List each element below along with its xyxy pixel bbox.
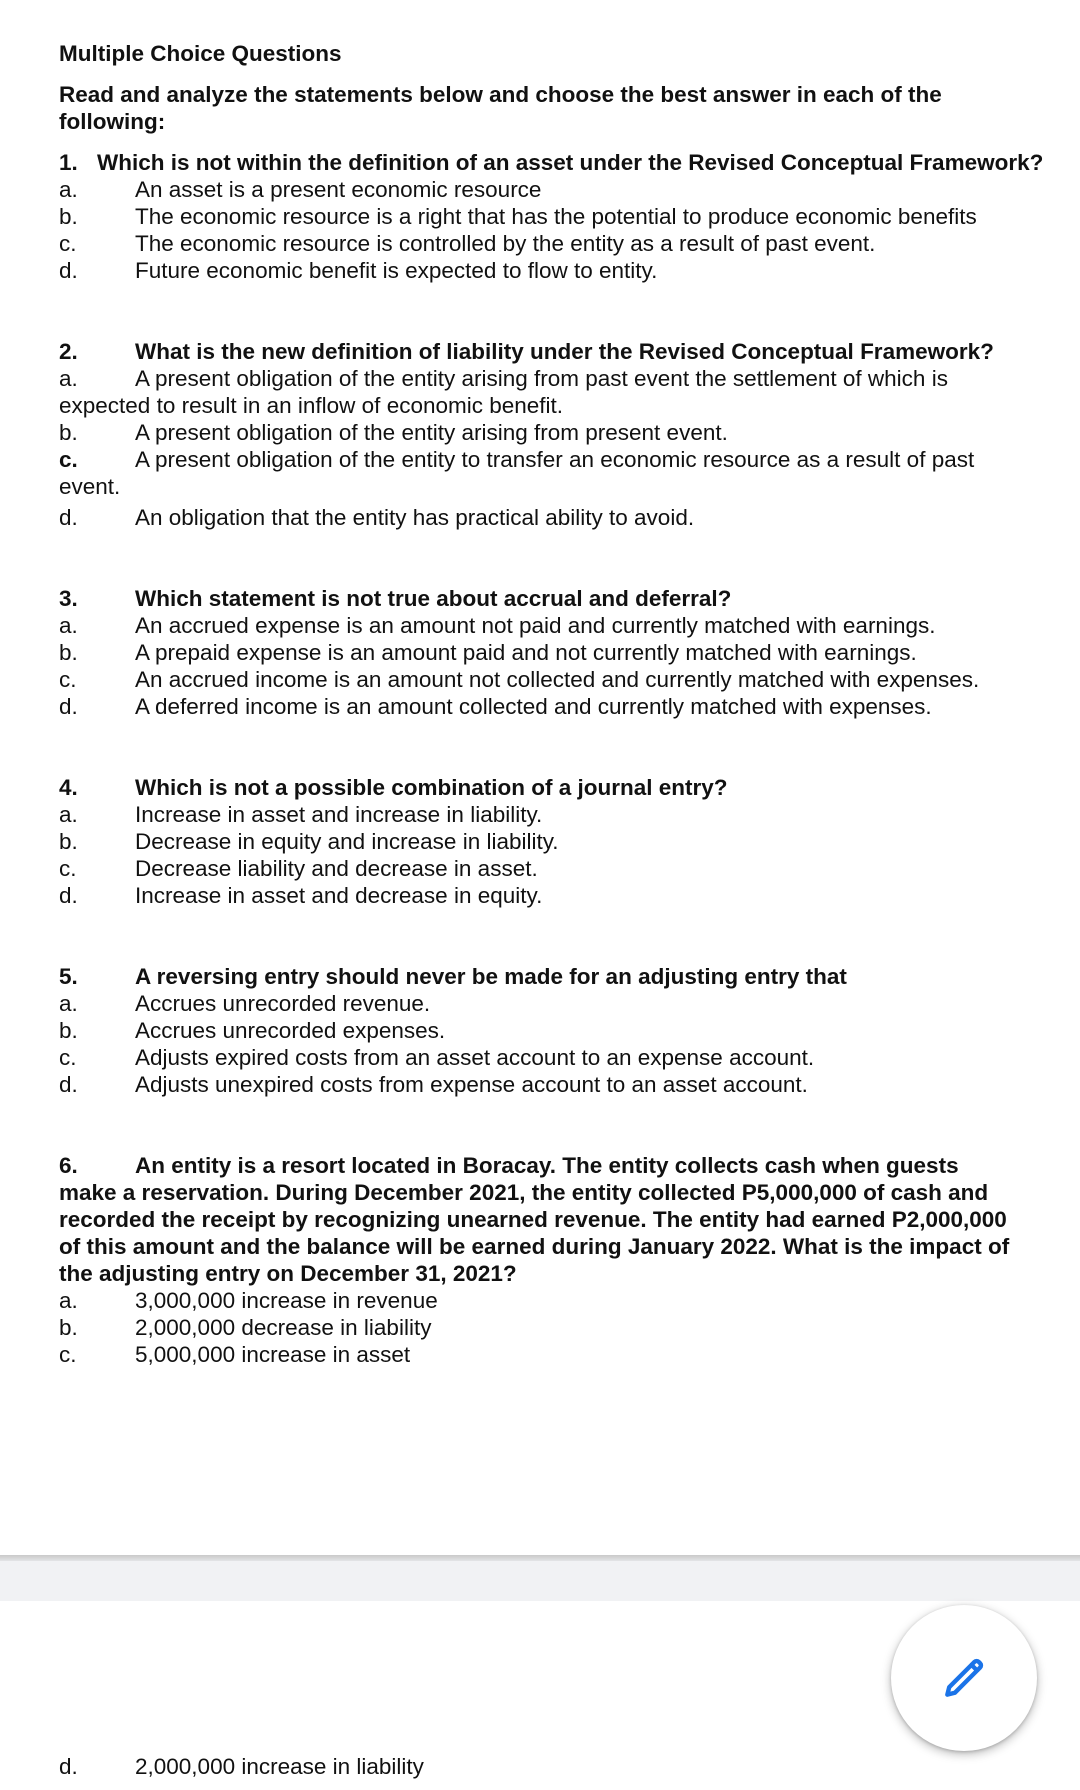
option-label: b. bbox=[59, 420, 78, 445]
option-label: c. bbox=[59, 1045, 77, 1070]
question-text: What is the new definition of liability under the Revised Conceptual Framework? bbox=[135, 339, 994, 364]
question-6-stem bbox=[59, 1152, 1044, 1287]
option-text: Adjusts unexpired costs from expense account to an asset account. bbox=[135, 1072, 808, 1097]
option-label: b. bbox=[59, 1315, 78, 1340]
spacer bbox=[59, 720, 1044, 774]
question-2-stem bbox=[59, 338, 1044, 365]
option-label: a. bbox=[59, 613, 78, 638]
option-label: a. bbox=[59, 366, 78, 391]
option-d bbox=[59, 504, 1044, 531]
option-text: An obligation that the entity has practical ability to avoid. bbox=[135, 505, 695, 530]
option-d bbox=[59, 1071, 1044, 1098]
option-label: b. bbox=[59, 829, 78, 854]
option-text: 3,000,000 increase in revenue bbox=[135, 1288, 438, 1313]
option-label: a. bbox=[59, 802, 78, 827]
option-d bbox=[59, 257, 1044, 284]
option-text: The economic resource is a right that has the potential to produce economic benefits bbox=[135, 204, 977, 229]
option-text: An accrued income is an amount not collected and currently matched with expenses. bbox=[135, 667, 980, 692]
option-text: Accrues unrecorded expenses. bbox=[135, 1018, 446, 1043]
option-d bbox=[59, 1753, 424, 1780]
option-d bbox=[59, 693, 1044, 720]
option-a bbox=[59, 1287, 1044, 1314]
question-5-stem bbox=[59, 963, 1044, 990]
pencil-icon bbox=[939, 1653, 989, 1703]
option-text: A present obligation of the entity to transfer an economic resource as a result of past bbox=[135, 447, 975, 472]
option-a bbox=[59, 990, 1044, 1017]
question-6-line-5: the adjusting entry on December 31, 2021? bbox=[59, 1261, 517, 1286]
option-text: Accrues unrecorded revenue. bbox=[135, 991, 431, 1016]
option-label: d. bbox=[59, 694, 78, 719]
option-b bbox=[59, 828, 1044, 855]
option-text: Increase in asset and increase in liability. bbox=[135, 802, 543, 827]
question-text: A reversing entry should never be made for an adjusting entry that bbox=[135, 964, 847, 989]
question-4-stem bbox=[59, 774, 1044, 801]
option-text: Adjusts expired costs from an asset account to an expense account. bbox=[135, 1045, 815, 1070]
option-a-continuation: expected to result in an inflow of economic benefit. bbox=[59, 393, 564, 418]
option-text: The economic resource is controlled by the entity as a result of past event. bbox=[135, 231, 876, 256]
option-c-continuation: event. bbox=[59, 474, 121, 499]
option-label: d. bbox=[59, 1754, 78, 1779]
question-number: 4. bbox=[59, 775, 78, 800]
option-text: Future economic benefit is expected to flow to entity. bbox=[135, 258, 658, 283]
option-text: 2,000,000 decrease in liability bbox=[135, 1315, 432, 1340]
option-label: a. bbox=[59, 991, 78, 1016]
spacer bbox=[59, 909, 1044, 963]
option-text: An asset is a present economic resource bbox=[135, 177, 542, 202]
option-b bbox=[59, 203, 1044, 230]
option-label: c. bbox=[59, 667, 77, 692]
question-4 bbox=[59, 774, 1044, 909]
option-c bbox=[59, 446, 1044, 473]
question-1-stem bbox=[59, 149, 1044, 176]
option-text: A present obligation of the entity arising from present event. bbox=[135, 420, 728, 445]
option-c bbox=[59, 1044, 1044, 1071]
question-2 bbox=[59, 338, 1044, 531]
option-label: a. bbox=[59, 177, 78, 202]
option-label: d. bbox=[59, 883, 78, 908]
option-label: d. bbox=[59, 258, 78, 283]
option-text: Decrease liability and decrease in asset. bbox=[135, 856, 538, 881]
option-b bbox=[59, 419, 1044, 446]
question-3-stem bbox=[59, 585, 1044, 612]
question-6 bbox=[59, 1152, 1044, 1368]
question-6-line-1 bbox=[59, 1152, 1044, 1179]
option-a bbox=[59, 801, 1044, 828]
option-b bbox=[59, 639, 1044, 666]
option-label: d. bbox=[59, 1072, 78, 1097]
option-label: c. bbox=[59, 856, 77, 881]
spacer bbox=[59, 531, 1044, 585]
question-number: 3. bbox=[59, 586, 78, 611]
option-label: c. bbox=[59, 231, 77, 256]
question-6-line-4: of this amount and the balance will be earned during January 2022. What is the impact of bbox=[59, 1234, 1010, 1259]
question-6-line-2: make a reservation. During December 2021, the entity collected P5,000,000 of cash and bbox=[59, 1180, 989, 1205]
option-c bbox=[59, 230, 1044, 257]
question-text: Which is not a possible combination of a journal entry? bbox=[135, 775, 728, 800]
option-text: An accrued expense is an amount not paid and currently matched with earnings. bbox=[135, 613, 936, 638]
option-text: Increase in asset and decrease in equity. bbox=[135, 883, 543, 908]
question-5 bbox=[59, 963, 1044, 1098]
option-label: b. bbox=[59, 640, 78, 665]
option-c bbox=[59, 666, 1044, 693]
option-label: b. bbox=[59, 204, 78, 229]
spacer bbox=[59, 1098, 1044, 1152]
question-number: 6. bbox=[59, 1153, 78, 1178]
document-content bbox=[59, 40, 1044, 1368]
question-text: Which statement is not true about accrual and deferral? bbox=[135, 586, 732, 611]
option-label: a. bbox=[59, 1288, 78, 1313]
option-c bbox=[59, 855, 1044, 882]
option-text: A prepaid expense is an amount paid and not currently matched with earnings. bbox=[135, 640, 917, 665]
option-label: b. bbox=[59, 1018, 78, 1043]
edit-fab-button[interactable] bbox=[891, 1605, 1037, 1751]
option-a bbox=[59, 365, 1044, 392]
option-a bbox=[59, 612, 1044, 639]
option-text: 2,000,000 increase in liability bbox=[135, 1754, 424, 1779]
option-label: d. bbox=[59, 505, 78, 530]
option-b bbox=[59, 1017, 1044, 1044]
option-text: A present obligation of the entity arising from past event the settlement of which is bbox=[135, 366, 948, 391]
option-label: c. bbox=[59, 447, 78, 472]
option-c bbox=[59, 1341, 1044, 1368]
instructions: Read and analyze the statements below and choose the best answer in each of the following: bbox=[59, 82, 942, 134]
question-number: 5. bbox=[59, 964, 78, 989]
question-number: 1. bbox=[59, 150, 78, 175]
question-6-line-3: recorded the receipt by recognizing unearned revenue. The entity had earned P2,000,000 bbox=[59, 1207, 1007, 1232]
question-text: An entity is a resort located in Boracay. The entity collects cash when guests bbox=[135, 1153, 959, 1178]
question-text: Which is not within the definition of an asset under the Revised Conceptual Framework? bbox=[97, 150, 1044, 175]
section-title: Multiple Choice Questions bbox=[59, 41, 342, 66]
option-text: A deferred income is an amount collected and currently matched with expenses. bbox=[135, 694, 932, 719]
option-label: c. bbox=[59, 1342, 77, 1367]
option-text: 5,000,000 increase in asset bbox=[135, 1342, 411, 1367]
option-d bbox=[59, 882, 1044, 909]
page-gap bbox=[0, 1561, 1080, 1601]
question-number: 2. bbox=[59, 339, 78, 364]
option-b bbox=[59, 1314, 1044, 1341]
option-a bbox=[59, 176, 1044, 203]
question-3 bbox=[59, 585, 1044, 720]
spacer bbox=[59, 284, 1044, 338]
question-1 bbox=[59, 149, 1044, 284]
option-text: Decrease in equity and increase in liability. bbox=[135, 829, 559, 854]
